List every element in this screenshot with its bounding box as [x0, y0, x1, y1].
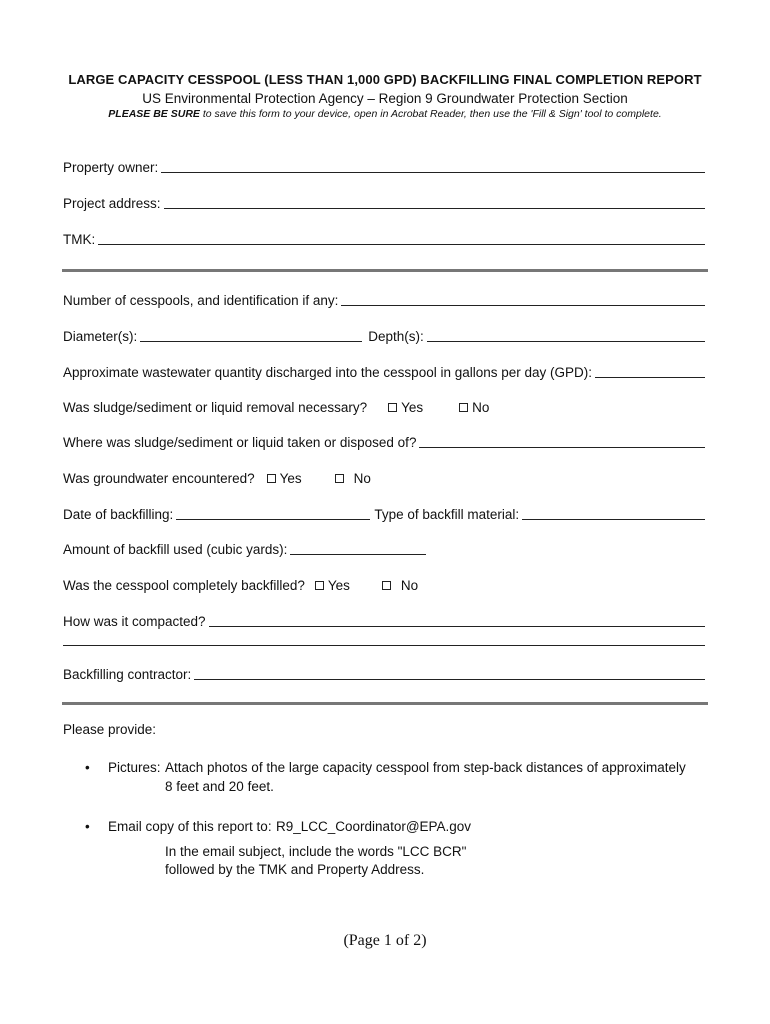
wastewater-row: [63, 362, 705, 380]
sludge-destination-label: Where was sludge/sediment or liquid taken or disposed of?: [63, 435, 417, 450]
completely-backfilled-label: Was the cesspool completely backfilled?: [63, 578, 305, 593]
form-title: LARGE CAPACITY CESSPOOL (LESS THAN 1,000 GPD) BACKFILLING FINAL COMPLETION REPORT: [68, 72, 702, 87]
sludge-removal-label: Was sludge/sediment or liquid removal necessary?: [63, 400, 368, 415]
please-provide-heading: Please provide:: [63, 722, 157, 737]
compacted-row: [63, 611, 705, 629]
contractor-row: [63, 664, 705, 682]
checkbox-icon[interactable]: [382, 581, 391, 590]
completely-backfilled-yes-label: Yes: [327, 578, 350, 593]
email-subject-line-1: In the email subject, include the words "LCC BCR": [165, 844, 467, 859]
checkbox-icon[interactable]: [335, 474, 344, 483]
checkbox-icon[interactable]: [459, 403, 468, 412]
project-address-row: [63, 193, 705, 211]
tmk-row: [63, 229, 705, 247]
sludge-destination-row: [63, 432, 705, 450]
backfill-date-row: [63, 504, 705, 522]
backfill-type-label: Type of backfill material:: [374, 507, 520, 522]
backfill-type-field[interactable]: [522, 507, 705, 520]
compacted-continuation-row: [63, 630, 705, 648]
groundwater-no[interactable]: [335, 471, 371, 486]
pictures-text-line-1: Attach photos of the large capacity cesspool from step-back distances of approximately: [165, 760, 686, 775]
contractor-label: Backfilling contractor:: [63, 667, 192, 682]
completely-backfilled-row: [63, 575, 705, 593]
backfill-amount-field[interactable]: [290, 542, 426, 555]
email-address-link[interactable]: R9_LCC_Coordinator@EPA.gov: [276, 819, 472, 834]
email-label: Email copy of this report to:: [108, 819, 272, 834]
form-subtitle: US Environmental Protection Agency – Region 9 Groundwater Protection Section: [142, 91, 628, 106]
bullet-icon: •: [85, 819, 90, 834]
compacted-label: How was it compacted?: [63, 614, 206, 629]
completely-backfilled-no-label: No: [400, 578, 419, 593]
backfill-date-field[interactable]: [176, 507, 370, 520]
project-address-field[interactable]: [164, 196, 705, 209]
groundwater-label: Was groundwater encountered?: [63, 471, 255, 486]
groundwater-no-label: No: [353, 471, 371, 486]
instruction-note-text: to save this form to your device, open in Acrobat Reader, then use the 'Fill & Sign' tool to complete.: [202, 108, 662, 120]
wastewater-label: Approximate wastewater quantity discharged into the cesspool in gallons per day (GPD):: [63, 365, 593, 380]
diameter-label: Diameter(s):: [63, 329, 138, 344]
page-number: (Page 1 of 2): [343, 932, 427, 949]
compacted-field-line-2[interactable]: [63, 633, 705, 646]
property-owner-label: Property owner:: [63, 160, 159, 175]
compacted-field[interactable]: [209, 614, 705, 627]
pictures-label: Pictures:: [108, 760, 161, 775]
tmk-field[interactable]: [98, 232, 705, 245]
property-owner-row: [63, 157, 705, 175]
dimensions-row: [63, 326, 705, 344]
diameter-field[interactable]: [140, 329, 362, 342]
groundwater-yes-label: Yes: [279, 471, 302, 486]
checkbox-icon[interactable]: [315, 581, 324, 590]
property-owner-field[interactable]: [161, 160, 705, 173]
sludge-removal-yes-label: Yes: [401, 400, 424, 415]
wastewater-field[interactable]: [595, 365, 705, 378]
contractor-field[interactable]: [194, 667, 705, 680]
email-subject-line-2: followed by the TMK and Property Address.: [165, 862, 425, 877]
completely-backfilled-yes[interactable]: [315, 578, 350, 593]
num-cesspools-field[interactable]: [341, 293, 705, 306]
section-divider-1: [62, 269, 708, 272]
instruction-note-emphasis: PLEASE BE SURE: [108, 108, 200, 120]
num-cesspools-row: [63, 290, 705, 308]
project-address-label: Project address:: [63, 196, 161, 211]
groundwater-yes[interactable]: [267, 471, 302, 486]
checkbox-icon[interactable]: [388, 403, 397, 412]
instruction-note: [0, 108, 770, 120]
backfill-amount-row: [63, 539, 705, 557]
checkbox-icon[interactable]: [267, 474, 276, 483]
groundwater-row: [63, 468, 705, 486]
sludge-removal-no[interactable]: [459, 400, 489, 415]
bullet-icon: •: [85, 760, 90, 775]
pictures-text-line-2: 8 feet and 20 feet.: [165, 779, 274, 794]
completely-backfilled-no[interactable]: [382, 578, 418, 593]
tmk-label: TMK:: [63, 232, 96, 247]
backfill-date-label: Date of backfilling:: [63, 507, 174, 522]
depth-field[interactable]: [427, 329, 705, 342]
num-cesspools-label: Number of cesspools, and identification if any:: [63, 293, 339, 308]
section-divider-2: [62, 702, 708, 705]
sludge-removal-row: [63, 397, 705, 415]
sludge-removal-yes[interactable]: [388, 400, 423, 415]
sludge-destination-field[interactable]: [419, 435, 705, 448]
sludge-removal-no-label: No: [472, 400, 490, 415]
depth-label: Depth(s):: [368, 329, 424, 344]
backfill-amount-label: Amount of backfill used (cubic yards):: [63, 542, 288, 557]
